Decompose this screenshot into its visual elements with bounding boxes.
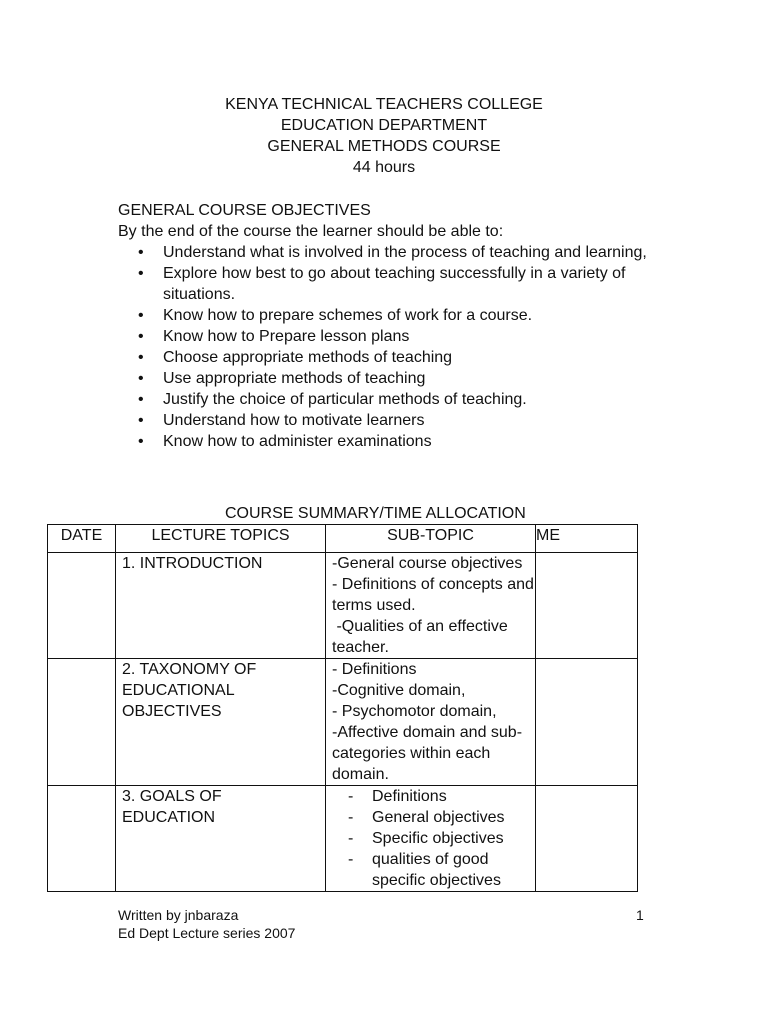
time-cell: [536, 659, 638, 786]
course-summary-table: [47, 524, 638, 892]
date-cell: [48, 659, 116, 786]
header-lecture-topics: LECTURE TOPICS: [116, 525, 326, 553]
subtopic-line: -General course objectives: [332, 555, 523, 572]
subtopic-line: - General objectives: [326, 807, 535, 828]
subtopic-line: -Affective domain and sub-categories within each domain.: [332, 724, 523, 783]
subtopic-line: - qualities of good specific objectives: [326, 849, 535, 891]
time-cell: [536, 786, 638, 892]
table-row: [48, 659, 638, 786]
subtopic-line: - Definitions: [326, 786, 535, 807]
department-name: EDUCATION DEPARTMENT: [280, 117, 488, 134]
header-time: ME: [536, 525, 638, 553]
objective-item: • Know how to Prepare lesson plans: [118, 326, 658, 347]
objective-item: • Justify the choice of particular methods of teaching.: [118, 389, 658, 410]
time-cell: [536, 553, 638, 659]
table-header-row: [48, 525, 638, 553]
subtopic-line: - Psychomotor domain,: [332, 703, 497, 720]
date-cell: [48, 786, 116, 892]
objective-item: • Use appropriate methods of teaching: [118, 368, 658, 389]
subtopic-line: - Definitions: [332, 661, 417, 678]
footer-series: Ed Dept Lecture series 2007: [118, 925, 296, 941]
topic-cell: 1. INTRODUCTION: [116, 553, 326, 659]
table-row: [48, 553, 638, 659]
objective-item: • Understand what is involved in the process of teaching and learning,: [118, 242, 658, 263]
course-objectives-section: [118, 200, 658, 452]
subtopic-cell: [326, 553, 536, 659]
objectives-list: [118, 242, 658, 452]
subtopic-cell: [326, 659, 536, 786]
objectives-intro: By the end of the course the learner should be able to:: [118, 223, 504, 240]
topic-cell: 2. TAXONOMY OF EDUCATIONAL OBJECTIVES: [116, 659, 326, 786]
objective-item: • Choose appropriate methods of teaching: [118, 347, 658, 368]
subtopic-line: -Cognitive domain,: [332, 682, 466, 699]
subtopic-line: - Definitions of concepts and terms used.: [332, 576, 534, 614]
objective-item: • Explore how best to go about teaching successfully in a variety of situations.: [118, 263, 658, 305]
summary-title: COURSE SUMMARY/TIME ALLOCATION: [225, 505, 526, 522]
course-name: GENERAL METHODS COURSE: [267, 138, 501, 155]
subtopic-line: - Specific objectives: [326, 828, 535, 849]
objectives-title: GENERAL COURSE OBJECTIVES: [118, 202, 371, 219]
objective-item: • Know how to administer examinations: [118, 431, 658, 452]
topic-cell: 3. GOALS OF EDUCATION: [116, 786, 326, 892]
course-hours: 44 hours: [352, 159, 416, 176]
page-number: 1: [636, 907, 644, 923]
document-header: [0, 94, 768, 178]
page-footer: [118, 906, 295, 942]
objective-item: • Understand how to motivate learners: [118, 410, 658, 431]
subtopic-cell: [326, 786, 536, 892]
date-cell: [48, 553, 116, 659]
subtopic-line: -Qualities of an effective teacher.: [332, 618, 513, 656]
footer-author: Written by jnbaraza: [118, 907, 239, 923]
header-sub-topic: SUB-TOPIC: [326, 525, 536, 553]
table-row: [48, 786, 638, 892]
objective-item: • Know how to prepare schemes of work for a course.: [118, 305, 658, 326]
college-name: KENYA TECHNICAL TEACHERS COLLEGE: [225, 96, 543, 113]
header-date: DATE: [48, 525, 116, 553]
subtopic-dash-list: [326, 786, 535, 891]
